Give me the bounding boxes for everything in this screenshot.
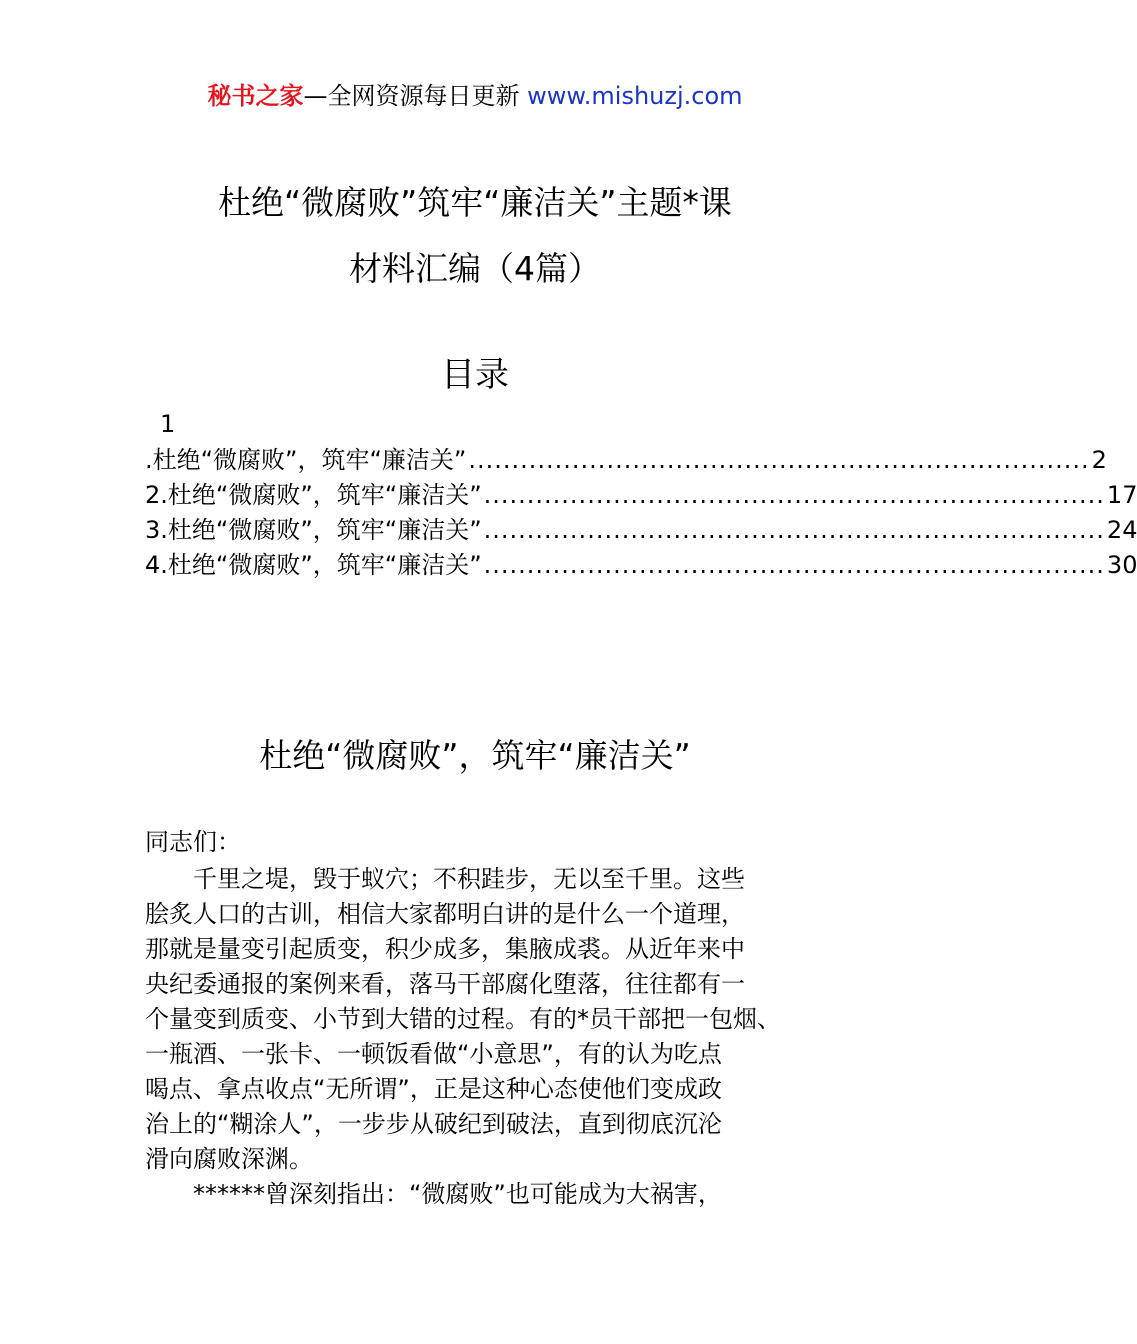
article-line-1: 千里之堤，毁于蚁穴；不积跬步，无以至千里。这些: [145, 865, 745, 893]
article-line-4: 央纪委通报的案例来看，落马干部腐化堕落，往往都有一: [145, 970, 745, 998]
site-tagline: 全网资源每日更新: [327, 82, 520, 110]
article-line-6: 一瓶酒、一张卡、一顿饭看做“小意思”，有的认为吃点: [145, 1040, 722, 1068]
site-header: [0, 80, 950, 112]
toc-item-1-number: 1: [160, 410, 176, 438]
toc-item-1[interactable]: [145, 444, 1107, 476]
site-brand: 秘书之家: [207, 82, 304, 110]
document-title-line-1: 杜绝“微腐败”筑牢“廉洁关”主题*课: [218, 183, 732, 222]
toc-item-number: 4.: [145, 551, 168, 579]
toc-leader-dots: ........................................................................: [483, 551, 1105, 579]
toc-page-number: 30: [1106, 551, 1137, 579]
toc-item-4[interactable]: [145, 549, 1137, 581]
toc-leader-dots: ........................................................................: [483, 516, 1105, 544]
document-title-line-2: 材料汇编（4篇）: [349, 249, 601, 288]
toc-heading: 目录: [441, 355, 509, 395]
toc-leader-dots: ........................................................................: [483, 481, 1105, 509]
article-line-9: 滑向腐败深渊。: [145, 1145, 313, 1173]
toc-leader-dots: ........................................................................: [468, 446, 1090, 474]
toc-item-2[interactable]: [145, 479, 1137, 511]
article-greeting: 同志们：: [145, 828, 241, 856]
toc-item-3[interactable]: [145, 514, 1137, 546]
header-dash: —: [303, 82, 328, 110]
site-url-link[interactable]: www.mishuzj.com: [527, 82, 743, 110]
article-line-8: 治上的“糊涂人”，一步步从破纪到破法，直到彻底沉沦: [145, 1110, 722, 1138]
article-line-10: ******曾深刻指出：“微腐败”也可能成为大祸害，: [145, 1180, 722, 1208]
toc-item-title: 杜绝“微腐败”，筑牢“廉洁关”: [167, 481, 482, 509]
article-line-2: 脍炙人口的古训，相信大家都明白讲的是什么一个道理，: [145, 900, 745, 928]
article-line-3: 那就是量变引起质变，积少成多，集腋成裘。从近年来中: [145, 935, 745, 963]
toc-item-title: 杜绝“微腐败”，筑牢“廉洁关”: [167, 516, 482, 544]
article-line-7: 喝点、拿点收点“无所谓”，正是这种心态使他们变成政: [145, 1075, 722, 1103]
toc-item-number: 3.: [145, 516, 168, 544]
toc-page-number: 17: [1106, 481, 1137, 509]
toc-item-number: 2.: [145, 481, 168, 509]
toc-item-title: .杜绝“微腐败”，筑牢“廉洁关”: [145, 446, 467, 474]
toc-item-title: 杜绝“微腐败”，筑牢“廉洁关”: [167, 551, 482, 579]
article-title: 杜绝“微腐败”，筑牢“廉洁关”: [259, 736, 691, 775]
toc-page-number: 24: [1106, 516, 1137, 544]
article-line-5: 个量变到质变、小节到大错的过程。有的*员干部把一包烟、: [145, 1005, 781, 1033]
toc-page-number: 2: [1091, 446, 1107, 474]
